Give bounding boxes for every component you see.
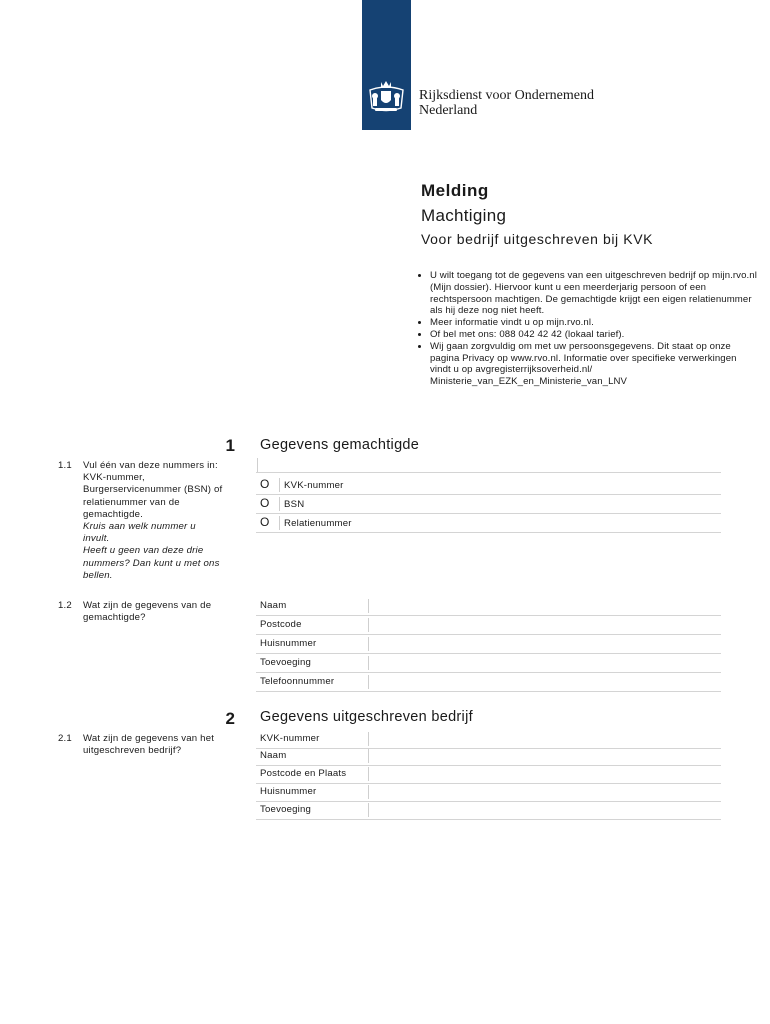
question-hint-line: nummers? Dan kunt u met ons [83, 557, 220, 569]
naam-input[interactable] [370, 596, 721, 615]
toevoeging-input[interactable] [370, 653, 721, 672]
field-separator [368, 599, 369, 613]
question-text-line: Burgerservicenummer (BSN) of [83, 484, 223, 496]
field-separator [368, 732, 369, 746]
bedrijf-toevoeging-input[interactable] [370, 800, 721, 819]
section-1-number: 1 [225, 436, 235, 455]
field-separator [257, 458, 258, 472]
huisnummer-input[interactable] [370, 634, 721, 653]
form-title: Melding [421, 181, 489, 200]
field-bedrijf-toevoeging [256, 800, 721, 820]
postcode-input[interactable] [370, 615, 721, 634]
radio-button[interactable]: O [260, 515, 270, 529]
question-text-line: uitgeschreven bedrijf? [83, 745, 182, 757]
section-2-number: 2 [225, 709, 235, 728]
org-name-line2: Nederland [419, 103, 478, 118]
question-2-1-text [83, 733, 255, 757]
field-separator [368, 675, 369, 689]
question-hint-line: Kruis aan welk nummer u [83, 521, 196, 533]
question-text-line: gemachtigde? [83, 612, 146, 624]
field-separator [368, 637, 369, 651]
question-1-2-text [83, 600, 255, 624]
question-text-line: relatienummer van de [83, 496, 180, 508]
field-separator [368, 767, 369, 781]
question-hint-line: invult. [83, 533, 110, 545]
question-1-2-number: 1.2 [58, 600, 72, 611]
bullet-item: • Of bel met ons: 088 042 42 42 (lokaal tarief). [430, 329, 760, 341]
question-1-1-number: 1.1 [58, 460, 72, 471]
radio-label: KVK-nummer [284, 480, 344, 491]
field-label: Telefoonnummer [260, 676, 335, 687]
question-2-1-number: 2.1 [58, 733, 72, 744]
radio-button[interactable]: O [260, 477, 270, 491]
radio-option-kvk[interactable] [256, 476, 721, 495]
question-hint-line: Heeft u geen van deze drie [83, 545, 204, 557]
radio-button[interactable]: O [260, 496, 270, 510]
field-telefoonnummer [256, 672, 721, 692]
postcode-plaats-input[interactable] [370, 764, 721, 783]
field-separator [279, 497, 280, 511]
field-label: Naam [260, 600, 287, 611]
org-name-line1: Rijksdienst voor Ondernemend [419, 88, 594, 103]
radio-label: Relatienummer [284, 518, 352, 529]
field-label: KVK-nummer [260, 733, 320, 744]
number-input[interactable] [256, 458, 721, 473]
radio-option-relatienummer[interactable] [256, 514, 721, 533]
field-separator [368, 785, 369, 799]
radio-option-bsn[interactable] [256, 495, 721, 514]
bullet-item: • U wilt toegang tot de gegevens van een uitgeschreven bedrijf op mijn.rvo.nl (Mijn dossier). Hiervoor kunt u een meerderjarig persoon of een rechtspersoon machtigen. De gemachtigde krijgt een eigen relatienummer als hij deze nog niet heeft. [430, 270, 760, 317]
intro-bullet-list [404, 270, 760, 388]
field-naam [256, 596, 721, 616]
field-label: Naam [260, 750, 287, 761]
field-separator [368, 618, 369, 632]
bullet-item: • Wij gaan zorgvuldig om met uw persoonsgegevens. Dit staat op onze pagina Privacy op www.rvo.nl. Informatie over specifieke verwerkingen vindt u op avgregisterrijksoverheid.nl/ Ministerie_van_EZK_en_Ministerie_van_LNV [430, 341, 760, 388]
logo-bar [362, 0, 411, 130]
field-label: Postcode [260, 619, 302, 630]
field-label: Toevoeging [260, 657, 312, 668]
section-2-title: Gegevens uitgeschreven bedrijf [260, 709, 473, 725]
field-label: Postcode en Plaats [260, 768, 347, 779]
question-text-line: KVK-nummer, [83, 472, 145, 484]
bullet-item: • Meer informatie vindt u op mijn.rvo.nl. [430, 317, 760, 329]
field-separator [279, 516, 280, 530]
field-separator [368, 749, 369, 763]
field-label: Toevoeging [260, 804, 312, 815]
field-label: Huisnummer [260, 786, 317, 797]
question-text-line: Wat zijn de gegevens van het [83, 733, 215, 744]
question-text-line: Vul één van deze nummers in: [83, 460, 218, 471]
field-separator [368, 803, 369, 817]
field-label: Huisnummer [260, 638, 317, 649]
field-bedrijf-huisnummer [256, 782, 721, 802]
telefoonnummer-input[interactable] [370, 672, 721, 691]
field-postcode [256, 615, 721, 635]
field-postcode-plaats [256, 764, 721, 784]
form-description: Voor bedrijf uitgeschreven bij KVK [421, 231, 654, 247]
question-hint-line: bellen. [83, 569, 113, 581]
bedrijf-naam-input[interactable] [370, 746, 721, 765]
question-text-line: Wat zijn de gegevens van de [83, 600, 212, 611]
field-huisnummer [256, 634, 721, 654]
field-separator [279, 478, 280, 492]
organization-name [419, 88, 594, 118]
royal-coat-of-arms-icon [366, 80, 407, 114]
question-1-1-text [83, 460, 255, 582]
question-text-line: gemachtigde. [83, 508, 143, 520]
bedrijf-huisnummer-input[interactable] [370, 782, 721, 801]
section-1-title: Gegevens gemachtigde [260, 437, 420, 453]
field-bedrijf-naam [256, 746, 721, 766]
field-separator [368, 656, 369, 670]
radio-label: BSN [284, 499, 305, 510]
field-toevoeging [256, 653, 721, 673]
form-subtitle: Machtiging [421, 206, 507, 225]
